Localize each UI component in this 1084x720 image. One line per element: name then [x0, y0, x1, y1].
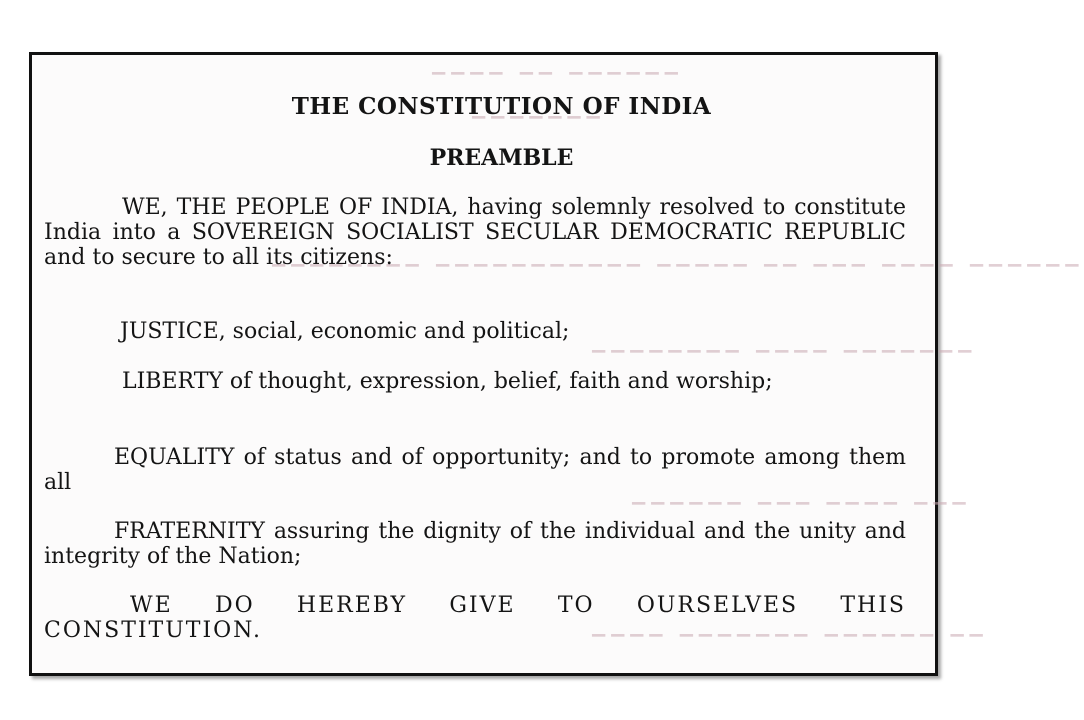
scanned-page: [29, 52, 1084, 676]
paragraph-5-text: FRATERNITY assuring the dignity of the individual and the unity and integrity of the Nation;: [44, 519, 906, 569]
preamble-paragraph-1: [44, 195, 906, 270]
document-title: THE CONSTITUTION OF INDIA: [291, 93, 712, 120]
show-through-text-3: ▔▔▔▔▔▔▔▔ ▔▔▔▔▔▔▔▔▔▔▔ ▔▔▔▔▔ ▔▔ ▔▔▔ ▔▔▔▔ ▔▔▔▔▔▔: [272, 265, 1084, 285]
preamble-paragraph-6: [44, 593, 906, 643]
preamble-paragraph-5: [44, 519, 906, 569]
paragraph-2-text: JUSTICE, social, economic and political;: [120, 319, 570, 344]
show-through-text-4: ▔▔▔▔▔▔▔▔ ▔▔▔▔ ▔▔▔▔▔▔▔: [592, 351, 978, 371]
show-through-text-6: ▔▔▔▔ ▔▔▔▔▔▔▔ ▔▔▔▔▔▔ ▔▔: [592, 635, 989, 655]
show-through-text-1: ▔▔▔▔ ▔▔ ▔▔▔▔▔▔: [432, 73, 684, 93]
show-through-text-5: ▔▔▔▔▔▔ ▔▔▔ ▔▔▔▔ ▔▔▔: [632, 503, 972, 523]
preamble-paragraph-2: [120, 319, 910, 344]
paragraph-4-text: EQUALITY of status and of opportunity; and to promote among them all: [44, 445, 906, 495]
document-subtitle: PREAMBLE: [429, 145, 574, 171]
paragraph-6-text: WE DO HEREBY GIVE TO OURSELVES THIS CONSTITUTION.: [44, 593, 906, 643]
preamble-paragraph-4: [44, 445, 906, 495]
preamble-paragraph-3: [44, 369, 906, 394]
show-through-text-2: ▔▔▔▔▔▔▔: [472, 117, 606, 137]
paragraph-3-text: LIBERTY of thought, expression, belief, faith and worship;: [122, 369, 773, 394]
paragraph-1-text: WE, THE PEOPLE OF INDIA, having solemnly resolved to constitute India into a SOVEREIGN SOCIALIST SECULAR DEMOCRATIC REPUBLIC and to secure to all its citizens:: [44, 195, 906, 270]
